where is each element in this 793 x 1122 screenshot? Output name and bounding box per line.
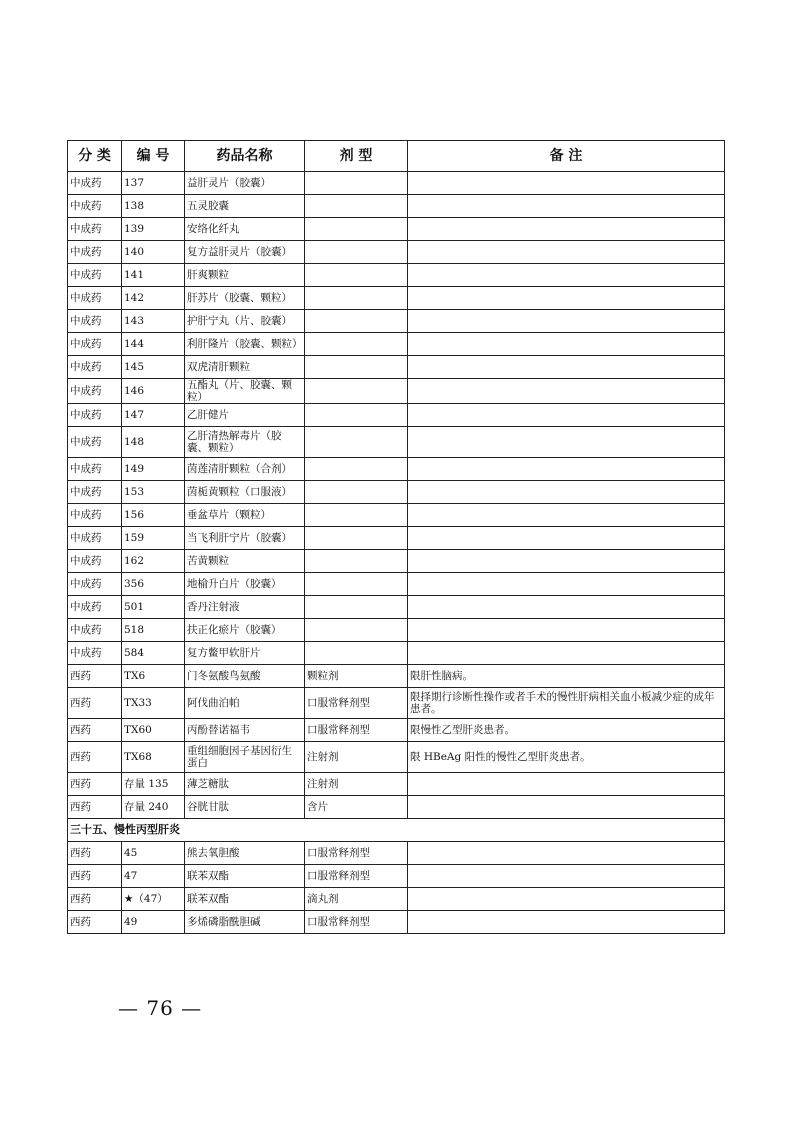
cell-remarks [408, 888, 725, 911]
table-row [68, 573, 725, 596]
cell-form [305, 642, 408, 665]
cell-form [305, 458, 408, 481]
cell-name: 地榆升白片（胶囊） [185, 573, 305, 596]
table-row [68, 264, 725, 287]
cell-category: 西药 [68, 719, 122, 742]
cell-name: 联苯双酯 [185, 888, 305, 911]
cell-remarks: 限慢性乙型肝炎患者。 [408, 719, 725, 742]
cell-name: 安络化纤丸 [185, 218, 305, 241]
cell-form: 口服常释剂型 [305, 719, 408, 742]
cell-category: 中成药 [68, 333, 122, 356]
header-code: 编 号 [122, 141, 185, 172]
cell-name: 护肝宁丸（片、胶囊） [185, 310, 305, 333]
cell-form [305, 264, 408, 287]
table-body [68, 172, 725, 934]
cell-category: 中成药 [68, 527, 122, 550]
cell-category: 中成药 [68, 379, 122, 404]
cell-category: 中成药 [68, 195, 122, 218]
cell-remarks [408, 573, 725, 596]
cell-form: 口服常释剂型 [305, 911, 408, 934]
table-row [68, 888, 725, 911]
cell-remarks [408, 356, 725, 379]
table-row [68, 241, 725, 264]
cell-category: 中成药 [68, 287, 122, 310]
cell-remarks [408, 458, 725, 481]
cell-name: 乙肝健片 [185, 404, 305, 427]
cell-remarks [408, 481, 725, 504]
table-row [68, 842, 725, 865]
cell-form: 颗粒剂 [305, 665, 408, 688]
cell-code: 137 [122, 172, 185, 195]
cell-code: 49 [122, 911, 185, 934]
cell-name: 双虎清肝颗粒 [185, 356, 305, 379]
cell-remarks [408, 195, 725, 218]
table-row [68, 796, 725, 819]
header-category: 分 类 [68, 141, 122, 172]
cell-code: 143 [122, 310, 185, 333]
table-row [68, 773, 725, 796]
cell-code: 162 [122, 550, 185, 573]
cell-remarks: 限 HBeAg 阳性的慢性乙型肝炎患者。 [408, 742, 725, 773]
table-row [68, 865, 725, 888]
cell-form [305, 573, 408, 596]
cell-form: 口服常释剂型 [305, 842, 408, 865]
cell-remarks [408, 287, 725, 310]
cell-name: 五灵胶囊 [185, 195, 305, 218]
cell-code: 140 [122, 241, 185, 264]
table-row [68, 642, 725, 665]
cell-code: ★（47） [122, 888, 185, 911]
cell-form [305, 172, 408, 195]
cell-form: 滴丸剂 [305, 888, 408, 911]
table-row [68, 504, 725, 527]
table-row [68, 481, 725, 504]
cell-code: 148 [122, 427, 185, 458]
table-row [68, 619, 725, 642]
cell-code: 45 [122, 842, 185, 865]
cell-remarks [408, 241, 725, 264]
cell-name: 复方益肝灵片（胶囊） [185, 241, 305, 264]
cell-remarks [408, 379, 725, 404]
cell-category: 中成药 [68, 356, 122, 379]
cell-remarks [408, 596, 725, 619]
cell-category: 中成药 [68, 218, 122, 241]
cell-code: 584 [122, 642, 185, 665]
cell-code: 147 [122, 404, 185, 427]
cell-form [305, 504, 408, 527]
section-row [68, 819, 725, 842]
cell-name: 肝苏片（胶囊、颗粒） [185, 287, 305, 310]
cell-code: 145 [122, 356, 185, 379]
cell-form [305, 527, 408, 550]
header-remarks: 备 注 [408, 141, 725, 172]
cell-remarks [408, 264, 725, 287]
cell-name: 复方鳖甲软肝片 [185, 642, 305, 665]
table-row [68, 688, 725, 719]
cell-category: 中成药 [68, 573, 122, 596]
table-row [68, 333, 725, 356]
cell-code: 存量 135 [122, 773, 185, 796]
cell-form [305, 333, 408, 356]
cell-form [305, 619, 408, 642]
cell-form [305, 310, 408, 333]
cell-category: 西药 [68, 842, 122, 865]
cell-category: 中成药 [68, 310, 122, 333]
cell-code: 149 [122, 458, 185, 481]
table-row [68, 550, 725, 573]
table-row [68, 218, 725, 241]
cell-form [305, 550, 408, 573]
cell-name: 垂盆草片（颗粒） [185, 504, 305, 527]
table-row [68, 310, 725, 333]
cell-category: 中成药 [68, 427, 122, 458]
cell-category: 中成药 [68, 404, 122, 427]
cell-category: 中成药 [68, 504, 122, 527]
cell-name: 苦黄颗粒 [185, 550, 305, 573]
cell-category: 西药 [68, 665, 122, 688]
cell-remarks [408, 773, 725, 796]
cell-code: 141 [122, 264, 185, 287]
header-name: 药品名称 [185, 141, 305, 172]
cell-form: 注射剂 [305, 742, 408, 773]
cell-category: 中成药 [68, 481, 122, 504]
cell-category: 中成药 [68, 241, 122, 264]
table-row [68, 427, 725, 458]
cell-category: 中成药 [68, 642, 122, 665]
cell-code: TX33 [122, 688, 185, 719]
cell-name: 熊去氧胆酸 [185, 842, 305, 865]
cell-name: 重组细胞因子基因衍生蛋白 [185, 742, 305, 773]
cell-form: 口服常释剂型 [305, 688, 408, 719]
cell-code: 存量 240 [122, 796, 185, 819]
cell-form [305, 427, 408, 458]
cell-form [305, 287, 408, 310]
cell-code: 47 [122, 865, 185, 888]
table-row [68, 596, 725, 619]
cell-form [305, 404, 408, 427]
cell-name: 利肝隆片（胶囊、颗粒） [185, 333, 305, 356]
cell-name: 丙酚替诺福韦 [185, 719, 305, 742]
cell-category: 西药 [68, 888, 122, 911]
cell-code: 153 [122, 481, 185, 504]
cell-code: 144 [122, 333, 185, 356]
table-row [68, 379, 725, 404]
cell-code: 501 [122, 596, 185, 619]
cell-form [305, 356, 408, 379]
cell-remarks [408, 333, 725, 356]
cell-name: 薄芝糖肽 [185, 773, 305, 796]
cell-code: TX6 [122, 665, 185, 688]
cell-name: 谷胱甘肽 [185, 796, 305, 819]
cell-form: 注射剂 [305, 773, 408, 796]
cell-category: 中成药 [68, 619, 122, 642]
header-form: 剂 型 [305, 141, 408, 172]
cell-category: 中成药 [68, 458, 122, 481]
cell-category: 中成药 [68, 596, 122, 619]
table-row [68, 172, 725, 195]
cell-name: 肝爽颗粒 [185, 264, 305, 287]
cell-name: 扶正化瘀片（胶囊） [185, 619, 305, 642]
cell-code: 146 [122, 379, 185, 404]
cell-name: 五酯丸（片、胶囊、颗粒） [185, 379, 305, 404]
cell-remarks [408, 796, 725, 819]
cell-remarks [408, 310, 725, 333]
cell-form: 口服常释剂型 [305, 865, 408, 888]
cell-name: 多烯磷脂酰胆碱 [185, 911, 305, 934]
table-row [68, 356, 725, 379]
page-number: — 76 — [118, 996, 203, 1020]
cell-remarks [408, 642, 725, 665]
cell-form [305, 596, 408, 619]
cell-code: 159 [122, 527, 185, 550]
cell-category: 中成药 [68, 264, 122, 287]
cell-name: 当飞利肝宁片（胶囊） [185, 527, 305, 550]
table-row [68, 287, 725, 310]
cell-remarks [408, 911, 725, 934]
table-row [68, 404, 725, 427]
cell-name: 香丹注射液 [185, 596, 305, 619]
table-row [68, 195, 725, 218]
cell-remarks [408, 404, 725, 427]
cell-remarks: 限肝性脑病。 [408, 665, 725, 688]
drug-table [67, 140, 725, 934]
cell-name: 乙肝清热解毒片（胶囊、颗粒） [185, 427, 305, 458]
cell-remarks [408, 172, 725, 195]
cell-category: 中成药 [68, 550, 122, 573]
cell-form [305, 481, 408, 504]
cell-name: 门冬氨酸鸟氨酸 [185, 665, 305, 688]
cell-form [305, 195, 408, 218]
cell-code: 138 [122, 195, 185, 218]
cell-code: TX68 [122, 742, 185, 773]
cell-category: 中成药 [68, 172, 122, 195]
cell-form: 含片 [305, 796, 408, 819]
cell-remarks: 限择期行诊断性操作或者手术的慢性肝病相关血小板减少症的成年患者。 [408, 688, 725, 719]
cell-code: 156 [122, 504, 185, 527]
cell-remarks [408, 218, 725, 241]
table-row [68, 458, 725, 481]
cell-category: 西药 [68, 742, 122, 773]
cell-code: 142 [122, 287, 185, 310]
table-row [68, 527, 725, 550]
cell-name: 益肝灵片（胶囊） [185, 172, 305, 195]
cell-category: 西药 [68, 688, 122, 719]
cell-category: 西药 [68, 911, 122, 934]
cell-form [305, 218, 408, 241]
cell-form [305, 241, 408, 264]
table-row [68, 911, 725, 934]
cell-code: 518 [122, 619, 185, 642]
table-row [68, 742, 725, 773]
table-row [68, 719, 725, 742]
cell-code: 356 [122, 573, 185, 596]
cell-category: 西药 [68, 796, 122, 819]
cell-name: 阿伐曲泊帕 [185, 688, 305, 719]
cell-remarks [408, 527, 725, 550]
cell-code: TX60 [122, 719, 185, 742]
cell-category: 西药 [68, 773, 122, 796]
cell-remarks [408, 550, 725, 573]
cell-remarks [408, 865, 725, 888]
cell-remarks [408, 842, 725, 865]
table-row [68, 665, 725, 688]
cell-category: 西药 [68, 865, 122, 888]
cell-remarks [408, 504, 725, 527]
cell-form [305, 379, 408, 404]
cell-remarks [408, 427, 725, 458]
cell-remarks [408, 619, 725, 642]
cell-name: 茵栀黄颗粒（口服液） [185, 481, 305, 504]
section-title: 三十五、慢性丙型肝炎 [68, 819, 725, 842]
cell-name: 联苯双酯 [185, 865, 305, 888]
header-row [68, 141, 725, 172]
cell-code: 139 [122, 218, 185, 241]
cell-name: 茵莲清肝颗粒（合剂） [185, 458, 305, 481]
